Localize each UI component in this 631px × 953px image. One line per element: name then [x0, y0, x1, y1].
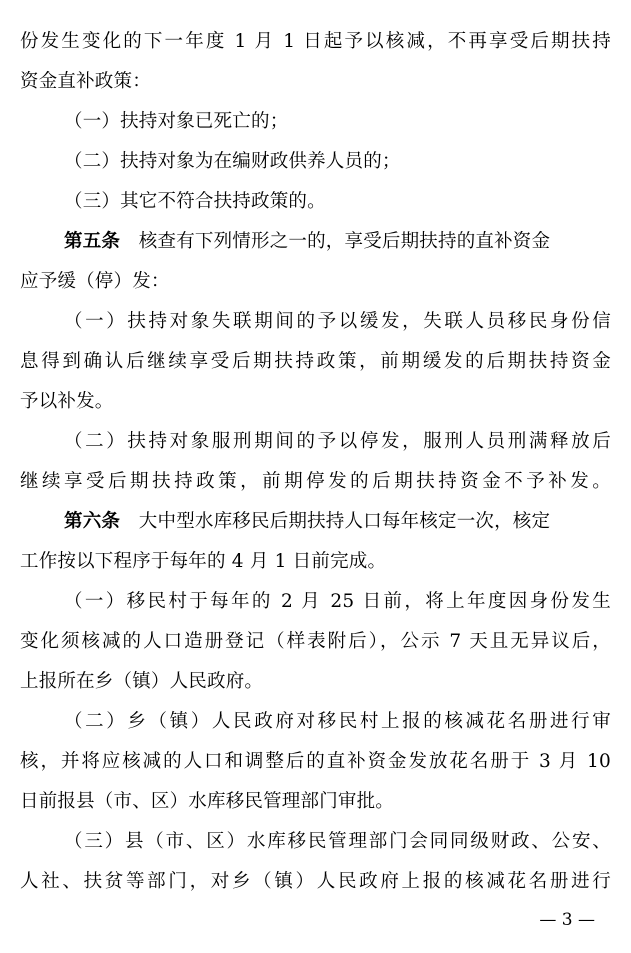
article-6-line-1 [20, 502, 611, 542]
article-5-line-2: 应予缓（停）发： [20, 271, 170, 292]
list-item-2: （二）扶持对象为在编财政供养人员的； [64, 151, 401, 172]
text-line-20: 日前报县（市、区）水库移民管理部门审批。 [20, 791, 395, 812]
text-line-11: （二）扶持对象服刑期间的予以停发，服刑人员刑满释放后 [64, 431, 611, 452]
article-5-text: 核查有下列情形之一的，享受后期扶持的直补资金 [120, 231, 551, 252]
text-line-9: 息得到确认后继续享受后期扶持政策，前期缓发的后期扶持资金 [20, 351, 611, 372]
text-line-17: 上报所在乡（镇）人民政府。 [20, 671, 264, 692]
text-line-19: 核，并将应核减的人口和调整后的直补资金发放花名册于 3 月 10 [20, 751, 611, 772]
text-line-1: 份发生变化的下一年度 1 月 1 日起予以核减，不再享受后期扶持 [20, 31, 611, 52]
article-6-text: 大中型水库移民后期扶持人口每年核定一次，核定 [120, 511, 551, 532]
text-line-2: 资金直补政策： [20, 71, 151, 92]
page-number: — 3 — [539, 910, 595, 930]
text-line-15: （一）移民村于每年的 2 月 25 日前，将上年度因身份发生 [64, 591, 611, 612]
article-6-line-2: 工作按以下程序于每年的 4 月 1 日前完成。 [20, 551, 387, 572]
text-line-21: （三）县（市、区）水库移民管理部门会同同级财政、公安、 [64, 831, 611, 852]
text-line-8: （一）扶持对象失联期间的予以缓发，失联人员移民身份信 [64, 311, 611, 332]
text-line-12: 继续享受后期扶持政策，前期停发的后期扶持资金不予补发。 [20, 471, 611, 492]
text-line-22: 人社、扶贫等部门，对乡（镇）人民政府上报的核减花名册进行 [20, 871, 611, 892]
text-line-10: 予以补发。 [20, 391, 114, 412]
text-line-18: （二）乡（镇）人民政府对移民村上报的核减花名册进行审 [64, 711, 611, 732]
article-5-line-1 [20, 222, 611, 262]
article-6-heading: 第六条 [64, 511, 121, 532]
list-item-1: （一）扶持对象已死亡的； [64, 111, 289, 132]
text-line-16: 变化须核减的人口造册登记（样表附后），公示 7 天且无异议后， [20, 631, 611, 652]
article-5-heading: 第五条 [64, 231, 121, 252]
list-item-3: （三）其它不符合扶持政策的。 [64, 191, 326, 212]
